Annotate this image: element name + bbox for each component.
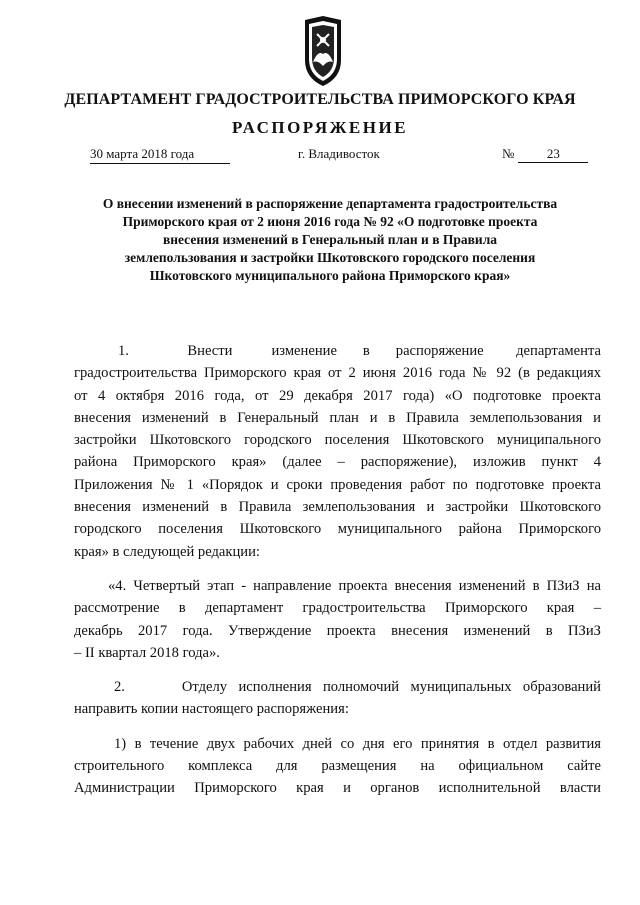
body-line: декабрь 2017 года. Утверждение проекта внесения изменений в ПЗиЗ xyxy=(74,622,601,639)
body-line: 1) в течение двух рабочих дней со дня его принятия в отдел развития xyxy=(114,735,601,752)
body-line: направить копии настоящего распоряжения: xyxy=(74,701,349,718)
document-title xyxy=(60,195,600,285)
body-line: рассмотрение в департамент градостроительства Приморского края – xyxy=(74,600,601,617)
body-line: Администрации Приморского края и органов исполнительной власти xyxy=(74,780,601,797)
department-name: ДЕПАРТАМЕНТ ГРАДОСТРОИТЕЛЬСТВА ПРИМОРСКОГО КРАЯ xyxy=(64,91,576,108)
body-line: «4. Четвертый этап - направление проекта внесения изменений в ПЗиЗ на xyxy=(108,577,601,594)
body-line: внесения изменений в Правила землепользования и застройки Шкотовского xyxy=(74,499,601,516)
paragraph-2 xyxy=(74,575,601,664)
body-line: 2. Отделу исполнения полномочий муниципальных образований xyxy=(114,679,601,696)
body-line: городского поселения Шкотовского муниципального района Приморского xyxy=(74,521,601,538)
title-line: землепользования и застройки Шкотовского городского поселения xyxy=(124,250,536,265)
document-type: РАСПОРЯЖЕНИЕ xyxy=(231,118,409,137)
body-line: градостроительства Приморского края от 2 июня 2016 года № 92 (в редакциях xyxy=(74,365,601,382)
paragraph-1 xyxy=(74,340,601,563)
body-line: района Приморского края» (далее – распоряжение), изложив пункт 4 xyxy=(74,454,601,471)
body-line: Приложения № 1 «Порядок и сроки проведения работ по подготовке проекта xyxy=(74,476,601,493)
document-date: 30 марта 2018 года xyxy=(90,146,230,164)
document-body xyxy=(74,340,601,800)
paragraph-4 xyxy=(74,733,601,800)
body-line: строительного комплекса для размещения на официальном сайте xyxy=(74,758,601,775)
body-line: внесения изменений в Генеральный план и в Правила землепользования и xyxy=(74,409,601,426)
title-line: внесения изменений в Генеральный план и в Правила xyxy=(162,232,498,247)
title-line: О внесении изменений в распоряжение департамента градостроительства xyxy=(102,196,558,211)
body-line: 1. Внести изменение в распоряжение департамента xyxy=(118,343,601,359)
document-number xyxy=(502,146,588,163)
paragraph-3 xyxy=(74,676,601,721)
title-line: Приморского края от 2 июня 2016 года № 92 «О подготовке проекта xyxy=(122,214,538,229)
number-value: 23 xyxy=(518,146,588,163)
number-label: № xyxy=(502,146,515,161)
body-line: – II квартал 2018 года». xyxy=(74,644,220,661)
body-line: застройки Шкотовского городского поселения Шкотовского муниципального xyxy=(74,432,601,449)
coat-of-arms-emblem xyxy=(299,16,347,88)
document-city: г. Владивосток xyxy=(298,146,380,161)
title-line: Шкотовского муниципального района Приморского края» xyxy=(149,268,511,283)
body-line: от 4 октября 2016 года, от 29 декабря 2017 года) «О подготовке проекта xyxy=(74,387,601,404)
body-line: края» в следующей редакции: xyxy=(74,543,260,560)
